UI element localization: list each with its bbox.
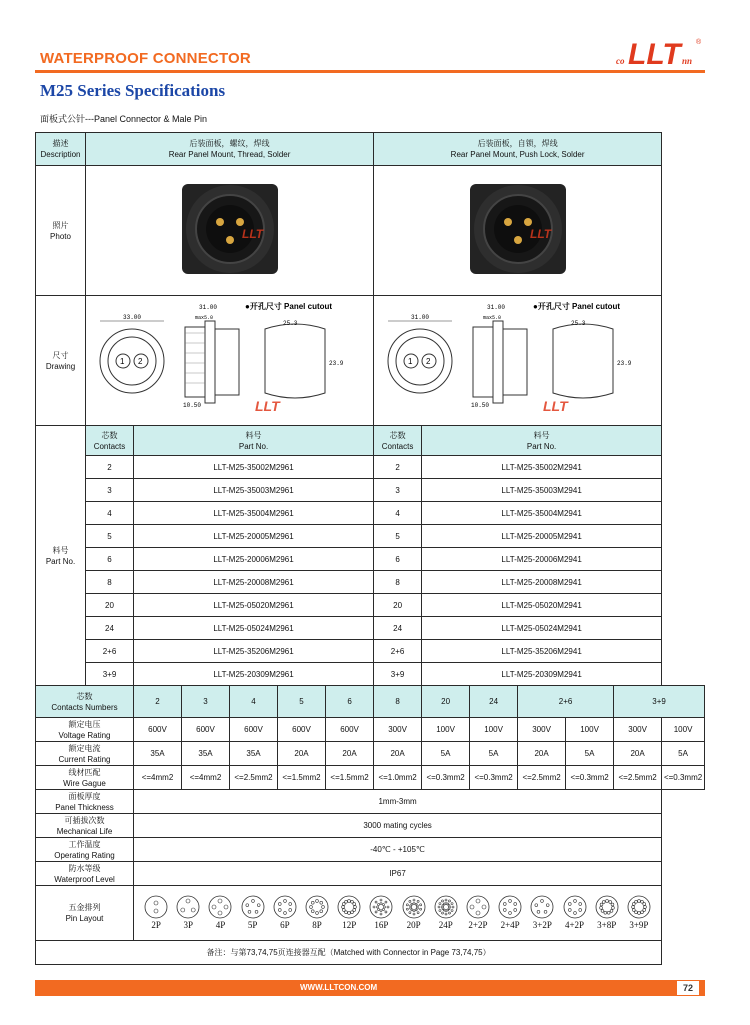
- pin-layout-diagram: [530, 895, 554, 919]
- pin-layout-diagram: [305, 895, 329, 919]
- contacts-numbers-label: 芯数 Contacts Numbers: [36, 686, 134, 718]
- svg-text:LLT: LLT: [529, 227, 551, 241]
- svg-text:25.3: 25.3: [571, 320, 586, 327]
- current-value: 20A: [278, 742, 326, 766]
- subtitle: 面板式公针---Panel Connector & Male Pin: [40, 114, 208, 124]
- part-contacts: 24: [86, 617, 134, 640]
- header-rule: [35, 70, 705, 73]
- contacts-number: 20: [422, 686, 470, 718]
- pin-layout-diagram: [563, 895, 587, 919]
- pin-layout-label: 16P: [374, 920, 389, 930]
- wire-value: <=1.5mm2: [278, 766, 326, 790]
- pin-layout-item: [563, 895, 587, 931]
- svg-text:LLT: LLT: [255, 398, 280, 414]
- voltage-value: 300V: [614, 718, 662, 742]
- drawing-pushlock: [375, 299, 660, 419]
- svg-text:LLT: LLT: [241, 227, 263, 241]
- svg-text:1: 1: [120, 357, 125, 366]
- pin-layout-diagram: [627, 895, 651, 919]
- svg-text:10.50: 10.50: [471, 402, 490, 409]
- pin-layout-item: [144, 895, 168, 931]
- current-value: 5A: [662, 742, 705, 766]
- pin-layout-diagram: [595, 895, 619, 919]
- voltage-label: 额定电压 Voltage Rating: [36, 718, 134, 742]
- part-number-left: LLT-M25-20006M2961: [134, 548, 374, 571]
- contacts-number: 8: [374, 686, 422, 718]
- footer-url[interactable]: WWW.LLTCON.COM: [300, 983, 378, 992]
- pin-layout-item: [273, 895, 297, 931]
- part-contacts: 3+9: [374, 663, 422, 686]
- svg-text:31.00: 31.00: [487, 304, 506, 311]
- pin-layout-label: 6P: [280, 920, 290, 930]
- pin-layout-row: [134, 895, 661, 931]
- wire-value: <=2.5mm2: [614, 766, 662, 790]
- partno-header-left: 料号 Part No.: [134, 426, 374, 456]
- wire-value: <=0.3mm2: [662, 766, 705, 790]
- pin-layout-item: [498, 895, 522, 931]
- wire-value: <=0.3mm2: [566, 766, 614, 790]
- current-value: 35A: [134, 742, 182, 766]
- part-number-right: LLT-M25-35002M2941: [422, 456, 662, 479]
- svg-text:co: co: [616, 56, 625, 66]
- current-value: 5A: [470, 742, 518, 766]
- drawing-right: [374, 296, 662, 426]
- pin-layout-item: [530, 895, 554, 931]
- page-number: 72: [676, 980, 700, 996]
- part-contacts: 3: [86, 479, 134, 502]
- connector-photo-thread: [170, 174, 290, 284]
- current-value: 5A: [422, 742, 470, 766]
- pin-layout-diagram: [402, 895, 426, 919]
- part-contacts: 8: [86, 571, 134, 594]
- contacts-number: 24: [470, 686, 518, 718]
- photo-left: [86, 166, 374, 296]
- svg-text:LLT: LLT: [543, 398, 568, 414]
- mechanical-value: 3000 mating cycles: [134, 814, 662, 838]
- wire-value: <=1.0mm2: [374, 766, 422, 790]
- svg-text:®: ®: [696, 39, 702, 46]
- part-contacts: 5: [374, 525, 422, 548]
- part-contacts: 2: [374, 456, 422, 479]
- current-value: 35A: [182, 742, 230, 766]
- part-number-right: LLT-M25-20309M2941: [422, 663, 662, 686]
- partno-label: 料号 Part No.: [36, 426, 86, 686]
- pin-layout-label: 3P: [183, 920, 194, 930]
- temperature-value: -40℃ - +105℃: [134, 838, 662, 862]
- pin-layout-diagram: [466, 895, 490, 919]
- voltage-value: 600V: [230, 718, 278, 742]
- contacts-number: 5: [278, 686, 326, 718]
- contacts-number: 3: [182, 686, 230, 718]
- part-contacts: 2+6: [86, 640, 134, 663]
- contacts-number: 2: [134, 686, 182, 718]
- page-header-title: WATERPROOF CONNECTOR: [40, 50, 251, 67]
- part-number-right: LLT-M25-20005M2941: [422, 525, 662, 548]
- panel-label: 面板厚度 Panel Thickness: [36, 790, 134, 814]
- part-number-right: LLT-M25-35003M2941: [422, 479, 662, 502]
- svg-text:max5.0: max5.0: [483, 315, 502, 321]
- llt-logo: [616, 34, 706, 70]
- part-number-left: LLT-M25-35206M2961: [134, 640, 374, 663]
- pin-layout-item: [627, 895, 651, 931]
- pin-layout-label: 五金排列 Pin Layout: [36, 886, 134, 941]
- part-number-right: LLT-M25-35206M2941: [422, 640, 662, 663]
- pin-layout-cell: [134, 886, 662, 941]
- description-right: 后装面板，自锁，焊线 Rear Panel Mount, Push Lock, Solder: [374, 133, 662, 166]
- pin-layout-diagram: [337, 895, 361, 919]
- pin-layout-diagram: [208, 895, 232, 919]
- pin-layout-item: [337, 895, 361, 931]
- description-label: 描述 Description: [36, 133, 86, 166]
- wire-value: <=4mm2: [134, 766, 182, 790]
- part-number-left: LLT-M25-05024M2961: [134, 617, 374, 640]
- partno-header-right: 料号 Part No.: [422, 426, 662, 456]
- svg-text:1: 1: [408, 357, 413, 366]
- logo-text: LLT: [628, 38, 681, 70]
- pin-layout-diagram: [434, 895, 458, 919]
- pin-layout-label: 2P: [151, 920, 161, 930]
- pin-layout-diagram: [273, 895, 297, 919]
- wire-value: <=4mm2: [182, 766, 230, 790]
- part-contacts: 6: [374, 548, 422, 571]
- part-contacts: 6: [86, 548, 134, 571]
- contacts-number: 6: [326, 686, 374, 718]
- wire-value: <=0.3mm2: [422, 766, 470, 790]
- part-contacts: 24: [374, 617, 422, 640]
- voltage-value: 300V: [374, 718, 422, 742]
- pin-layout-label: 2+4P: [500, 920, 520, 930]
- svg-text:2: 2: [138, 357, 143, 366]
- svg-text:31.00: 31.00: [411, 314, 430, 321]
- contacts-number: 3+9: [614, 686, 705, 718]
- current-label: 额定电流 Current Rating: [36, 742, 134, 766]
- pin-layout-label: 4P: [215, 920, 226, 930]
- svg-text:25.3: 25.3: [283, 320, 298, 327]
- voltage-value: 600V: [134, 718, 182, 742]
- waterproof-label: 防水等级 Waterproof Level: [36, 862, 134, 886]
- svg-text:23.9: 23.9: [329, 360, 344, 367]
- part-contacts: 20: [86, 594, 134, 617]
- part-contacts: 4: [86, 502, 134, 525]
- voltage-value: 600V: [182, 718, 230, 742]
- pin-layout-item: [434, 895, 458, 931]
- voltage-value: 100V: [470, 718, 518, 742]
- pin-layout-label: 12P: [342, 920, 357, 930]
- svg-text:33.00: 33.00: [123, 314, 142, 321]
- wire-value: <=2.5mm2: [518, 766, 566, 790]
- panel-value: 1mm-3mm: [134, 790, 662, 814]
- series-title: M25 Series Specifications: [40, 81, 226, 100]
- pin-layout-diagram: [176, 895, 200, 919]
- voltage-value: 100V: [422, 718, 470, 742]
- part-number-right: LLT-M25-20008M2941: [422, 571, 662, 594]
- wire-label: 线材匹配 Wire Gague: [36, 766, 134, 790]
- part-number-right: LLT-M25-05024M2941: [422, 617, 662, 640]
- voltage-value: 300V: [518, 718, 566, 742]
- pin-layout-label: 20P: [406, 920, 421, 930]
- part-contacts: 5: [86, 525, 134, 548]
- part-contacts: 4: [374, 502, 422, 525]
- part-contacts: 2+6: [374, 640, 422, 663]
- pin-layout-diagram: [144, 895, 168, 919]
- part-number-right: LLT-M25-05020M2941: [422, 594, 662, 617]
- pin-layout-item: [595, 895, 619, 931]
- pin-layout-item: [241, 895, 265, 931]
- description-left: 后装面板，螺纹，焊线 Rear Panel Mount, Thread, Solder: [86, 133, 374, 166]
- pin-layout-label: 3+9P: [629, 920, 649, 930]
- spec-table: [35, 132, 705, 965]
- drawing-left: [86, 296, 374, 426]
- contacts-number: 2+6: [518, 686, 614, 718]
- part-contacts: 2: [86, 456, 134, 479]
- footnote: 备注：与第73,74,75页连接器互配（Matched with Connector in Page 73,74,75）: [36, 941, 662, 965]
- current-value: 20A: [518, 742, 566, 766]
- pin-layout-item: [466, 895, 490, 931]
- wire-value: <=0.3mm2: [470, 766, 518, 790]
- svg-text:●开孔尺寸 Panel cutout: ●开孔尺寸 Panel cutout: [245, 302, 333, 311]
- voltage-value: 600V: [278, 718, 326, 742]
- current-value: 5A: [566, 742, 614, 766]
- part-number-left: LLT-M25-05020M2961: [134, 594, 374, 617]
- part-number-left: LLT-M25-35003M2961: [134, 479, 374, 502]
- pin-layout-item: [305, 895, 329, 931]
- svg-text:23.9: 23.9: [617, 360, 632, 367]
- pin-layout-item: [369, 895, 393, 931]
- pin-layout-item: [402, 895, 426, 931]
- svg-text:31.00: 31.00: [199, 304, 218, 311]
- svg-text:10.50: 10.50: [183, 402, 202, 409]
- pin-layout-item: [176, 895, 200, 931]
- pin-layout-label: 4+2P: [564, 920, 585, 930]
- photo-right: [374, 166, 662, 296]
- contacts-header-right: 芯数 Contacts: [374, 426, 422, 456]
- wire-value: <=2.5mm2: [230, 766, 278, 790]
- voltage-value: 100V: [662, 718, 705, 742]
- temperature-label: 工作温度 Operating Rating: [36, 838, 134, 862]
- mechanical-label: 可插拔次数 Mechanical Life: [36, 814, 134, 838]
- waterproof-value: IP67: [134, 862, 662, 886]
- svg-text:2: 2: [426, 357, 431, 366]
- drawing-thread: [87, 299, 372, 419]
- pin-layout-diagram: [241, 895, 265, 919]
- voltage-value: 600V: [326, 718, 374, 742]
- pin-layout-label: 5P: [247, 920, 258, 930]
- svg-text:max5.0: max5.0: [195, 315, 214, 321]
- current-value: 20A: [614, 742, 662, 766]
- part-number-left: LLT-M25-20309M2961: [134, 663, 374, 686]
- drawing-label: 尺寸 Drawing: [36, 296, 86, 426]
- part-contacts: 20: [374, 594, 422, 617]
- photo-label: 照片 Photo: [36, 166, 86, 296]
- part-number-left: LLT-M25-35004M2961: [134, 502, 374, 525]
- pin-layout-diagram: [498, 895, 522, 919]
- contacts-header-left: 芯数 Contacts: [86, 426, 134, 456]
- part-number-left: LLT-M25-20008M2961: [134, 571, 374, 594]
- pin-layout-label: 8P: [312, 920, 322, 930]
- part-number-right: LLT-M25-20006M2941: [422, 548, 662, 571]
- current-value: 35A: [230, 742, 278, 766]
- svg-text:●开孔尺寸 Panel cutout: ●开孔尺寸 Panel cutout: [533, 302, 621, 311]
- part-contacts: 8: [374, 571, 422, 594]
- current-value: 20A: [374, 742, 422, 766]
- pin-layout-diagram: [369, 895, 393, 919]
- pin-layout-label: 3+8P: [597, 920, 617, 930]
- pin-layout-item: [208, 895, 232, 931]
- connector-photo-pushlock: [458, 174, 578, 284]
- part-contacts: 3: [374, 479, 422, 502]
- part-number-right: LLT-M25-35004M2941: [422, 502, 662, 525]
- part-contacts: 3+9: [86, 663, 134, 686]
- svg-text:nn: nn: [682, 56, 693, 66]
- part-number-left: LLT-M25-20005M2961: [134, 525, 374, 548]
- pin-layout-label: 3+2P: [532, 920, 552, 930]
- pin-layout-label: 24P: [438, 920, 453, 930]
- wire-value: <=1.5mm2: [326, 766, 374, 790]
- current-value: 20A: [326, 742, 374, 766]
- pin-layout-label: 2+2P: [468, 920, 488, 930]
- contacts-number: 4: [230, 686, 278, 718]
- voltage-value: 100V: [566, 718, 614, 742]
- part-number-left: LLT-M25-35002M2961: [134, 456, 374, 479]
